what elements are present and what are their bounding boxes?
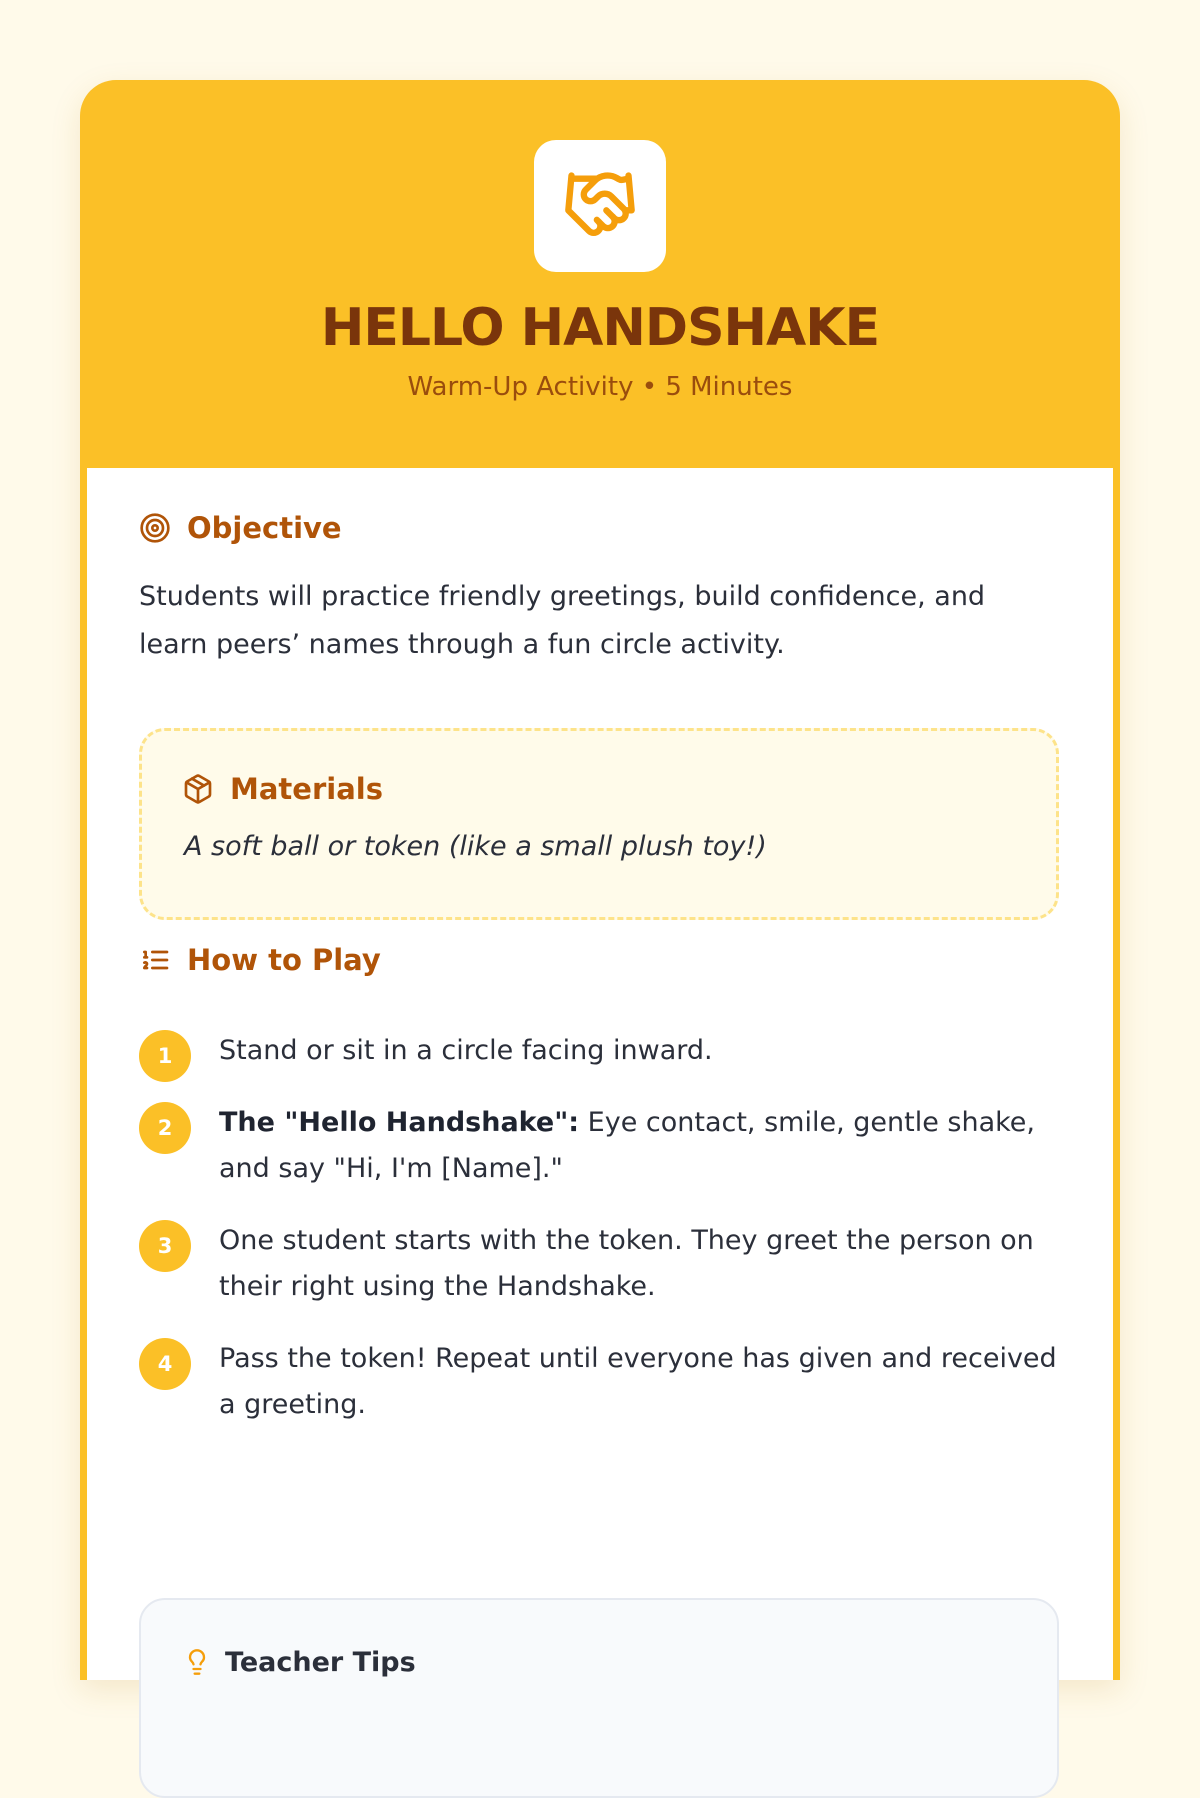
page-subtitle: Warm-Up Activity • 5 Minutes <box>407 372 793 402</box>
step-text: Eye contact, smile, gentle shake, and say "Hi, I'm [Name]." <box>219 1107 1035 1184</box>
step-text: One student starts with the token. They greet the person on their right using the Handshake. <box>219 1225 1034 1302</box>
how-to-play-title: How to Play <box>187 943 381 977</box>
teacher-tips-box <box>139 1598 1059 1798</box>
materials-text: A soft ball or token (like a small plush toy!) <box>184 831 767 862</box>
box-icon <box>182 771 218 807</box>
page-title: HELLO HANDSHAKE <box>320 298 880 358</box>
materials-heading <box>182 771 383 807</box>
objective-title: Objective <box>187 511 342 545</box>
logo-tile <box>534 140 666 272</box>
list-item <box>139 1218 1059 1310</box>
card-body <box>87 468 1113 1680</box>
step-number-badge: 2 <box>139 1102 191 1154</box>
numbered-list-icon <box>139 942 175 978</box>
step-text: Stand or sit in a circle facing inward. <box>219 1035 713 1066</box>
lightbulb-icon <box>183 1644 213 1680</box>
how-to-play-heading <box>139 942 381 978</box>
list-item <box>139 1100 1059 1192</box>
list-item <box>139 1336 1059 1428</box>
handshake-icon <box>562 166 638 246</box>
step-number-badge: 3 <box>139 1220 191 1272</box>
step-text: Pass the token! Repeat until everyone has given and received a greeting. <box>219 1343 1057 1420</box>
target-icon <box>139 510 175 546</box>
card-header <box>80 80 1120 468</box>
teacher-tips-title: Teacher Tips <box>225 1646 416 1678</box>
step-number-badge: 1 <box>139 1030 191 1082</box>
objective-text: Students will practice friendly greetings, build confidence, and learn peers’ names through a fun circle activity. <box>139 581 986 660</box>
steps-list <box>139 1028 1059 1454</box>
activity-card <box>80 80 1120 1680</box>
step-number-badge: 4 <box>139 1338 191 1390</box>
materials-box <box>139 728 1059 920</box>
step-bold-text: The "Hello Handshake": <box>219 1107 580 1138</box>
objective-heading <box>139 510 342 546</box>
teacher-tips-heading <box>183 1644 416 1680</box>
materials-title: Materials <box>230 772 383 806</box>
list-item <box>139 1028 1059 1074</box>
